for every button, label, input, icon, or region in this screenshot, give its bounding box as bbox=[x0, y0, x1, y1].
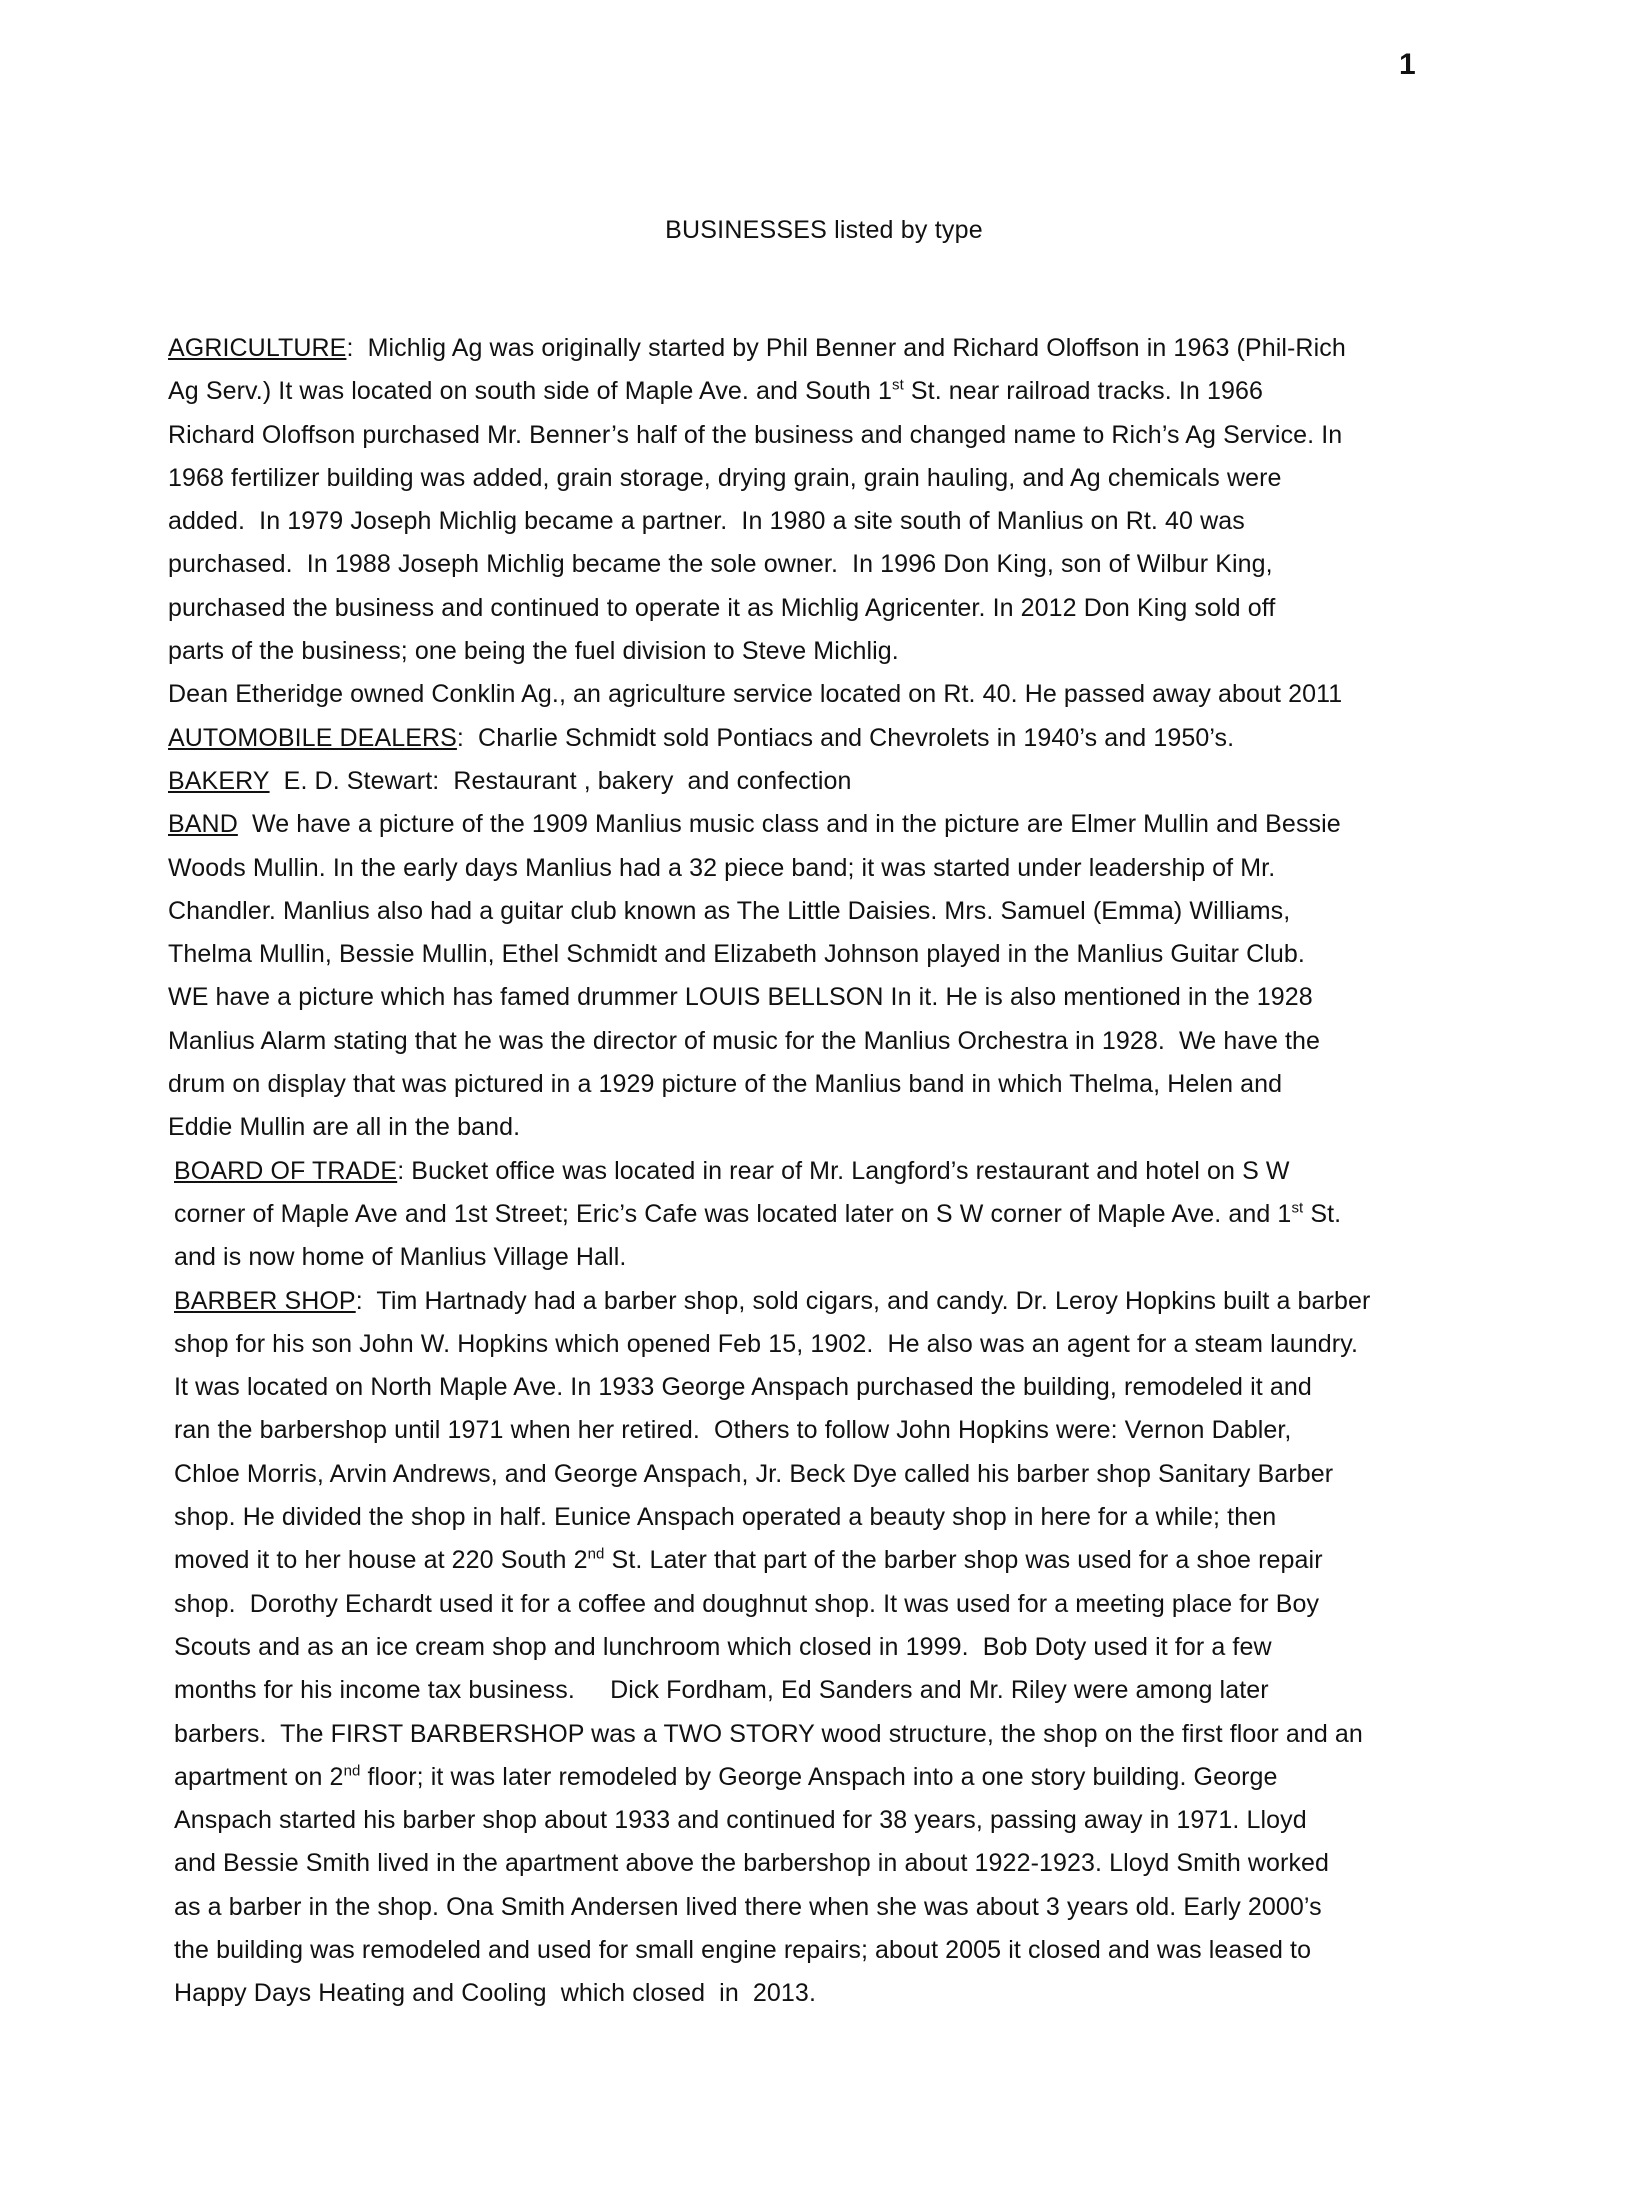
text-line bbox=[168, 327, 1468, 370]
text-line bbox=[168, 1280, 1468, 1323]
ordinal-suffix: nd bbox=[587, 1545, 605, 1563]
line-text: the building was remodeled and used for small engine repairs; about 2005 it closed and was leased to bbox=[174, 1935, 1312, 1964]
text-line bbox=[168, 933, 1468, 976]
text-line bbox=[168, 673, 1468, 716]
text-line bbox=[168, 1193, 1468, 1236]
line-text: shop. He divided the shop in half. Eunice Anspach operated a beauty shop in here for a while; then bbox=[174, 1503, 1277, 1532]
text-line bbox=[168, 890, 1468, 933]
text-line bbox=[168, 1323, 1468, 1366]
text-line bbox=[168, 1453, 1468, 1496]
text-line bbox=[168, 370, 1468, 413]
line-text: as a barber in the shop. Ona Smith Andersen lived there when she was about 3 years old. Early 2000’s bbox=[174, 1892, 1322, 1921]
line-text: Chandler. Manlius also had a guitar club known as The Little Daisies. Mrs. Samuel (Emma) Williams, bbox=[168, 896, 1291, 925]
document-title: BUSINESSES listed by type bbox=[665, 216, 983, 244]
text-line bbox=[168, 1929, 1468, 1972]
ordinal-suffix: st bbox=[891, 376, 904, 394]
line-text: Woods Mullin. In the early days Manlius had a 32 piece band; it was started under leadership of Mr. bbox=[168, 853, 1276, 882]
text-line bbox=[168, 1886, 1468, 1929]
line-text: : Bucket office was located in rear of Mr. Langford’s restaurant and hotel on S W bbox=[397, 1156, 1290, 1185]
line-text: : Charlie Schmidt sold Pontiacs and Chevrolets in 1940’s and 1950’s. bbox=[456, 723, 1235, 752]
text-line bbox=[168, 1409, 1468, 1452]
line-text-continued: St. Later that part of the barber shop was used for a shoe repair bbox=[604, 1546, 1323, 1575]
line-text: E. D. Stewart: Restaurant , bakery and confection bbox=[269, 766, 852, 795]
line-text: drum on display that was pictured in a 1929 picture of the Manlius band in which Thelma, Helen and bbox=[168, 1070, 1283, 1099]
line-text: parts of the business; one being the fuel division to Steve Michlig. bbox=[168, 637, 899, 666]
text-line bbox=[168, 500, 1468, 543]
line-text: and is now home of Manlius Village Hall. bbox=[174, 1243, 627, 1272]
text-line bbox=[168, 1756, 1468, 1799]
line-text: Eddie Mullin are all in the band. bbox=[168, 1113, 521, 1142]
line-text: It was located on North Maple Ave. In 1933 George Anspach purchased the building, remodeled it and bbox=[174, 1373, 1312, 1402]
line-text-continued: St. bbox=[1303, 1199, 1342, 1228]
line-text: corner of Maple Ave and 1st Street; Eric’s Cafe was located later on S W corner of Maple Ave. and 1 bbox=[174, 1199, 1292, 1228]
section-heading: AGRICULTURE bbox=[168, 334, 347, 362]
text-line bbox=[168, 1106, 1468, 1149]
text-line bbox=[168, 976, 1468, 1019]
text-line bbox=[168, 543, 1468, 586]
line-text: Scouts and as an ice cream shop and lunchroom which closed in 1999. Bob Doty used it for a few bbox=[174, 1632, 1272, 1661]
text-line bbox=[168, 1150, 1468, 1193]
document-body bbox=[168, 327, 1468, 2016]
line-text: Ag Serv.) It was located on south side of Maple Ave. and South 1 bbox=[168, 377, 892, 406]
text-line bbox=[168, 717, 1468, 760]
line-text: 1968 fertilizer building was added, grain storage, drying grain, grain hauling, and Ag chemicals were bbox=[168, 463, 1282, 492]
text-line bbox=[168, 1583, 1468, 1626]
text-line bbox=[168, 1972, 1468, 2015]
text-line bbox=[168, 1020, 1468, 1063]
line-text: months for his income tax business. Dick Fordham, Ed Sanders and Mr. Riley were among later bbox=[174, 1676, 1269, 1705]
line-text: added. In 1979 Joseph Michlig became a partner. In 1980 a site south of Manlius on Rt. 40 was bbox=[168, 507, 1245, 536]
section-heading: BOARD OF TRADE bbox=[174, 1156, 398, 1185]
text-line bbox=[168, 760, 1468, 803]
ordinal-suffix: nd bbox=[343, 1762, 361, 1780]
text-line bbox=[168, 587, 1468, 630]
text-line bbox=[168, 630, 1468, 673]
line-text: ran the barbershop until 1971 when her retired. Others to follow John Hopkins were: Vernon Dabler, bbox=[174, 1416, 1292, 1445]
line-text: Happy Days Heating and Cooling which closed in 2013. bbox=[174, 1979, 816, 2008]
text-line bbox=[168, 1669, 1468, 1712]
text-line bbox=[168, 457, 1468, 500]
section-heading: BARBER SHOP bbox=[174, 1286, 356, 1315]
line-text: We have a picture of the 1909 Manlius music class and in the picture are Elmer Mullin and Bessie bbox=[237, 810, 1341, 839]
text-line bbox=[168, 1842, 1468, 1885]
line-text: Thelma Mullin, Bessie Mullin, Ethel Schmidt and Elizabeth Johnson played in the Manlius Guitar Club. bbox=[168, 940, 1305, 969]
text-line bbox=[168, 1236, 1468, 1279]
line-text: Chloe Morris, Arvin Andrews, and George Anspach, Jr. Beck Dye called his barber shop Sanitary Barber bbox=[174, 1459, 1334, 1488]
text-line bbox=[168, 847, 1468, 890]
line-text: apartment on 2 bbox=[174, 1762, 344, 1791]
section-heading: AUTOMOBILE DEALERS bbox=[168, 723, 457, 752]
text-line bbox=[168, 1366, 1468, 1409]
line-text: moved it to her house at 220 South 2 bbox=[174, 1546, 588, 1575]
line-text: barbers. The FIRST BARBERSHOP was a TWO STORY wood structure, the shop on the first floor and an bbox=[174, 1719, 1363, 1748]
text-line bbox=[168, 414, 1468, 457]
line-text: : Tim Hartnady had a barber shop, sold cigars, and candy. Dr. Leroy Hopkins built a barber bbox=[355, 1286, 1371, 1315]
line-text: Manlius Alarm stating that he was the director of music for the Manlius Orchestra in 1928. We have the bbox=[168, 1026, 1321, 1055]
line-text: and Bessie Smith lived in the apartment above the barbershop in about 1922-1923. Lloyd Smith worked bbox=[174, 1849, 1330, 1878]
page-number: 1 bbox=[1399, 48, 1416, 81]
line-text: shop for his son John W. Hopkins which opened Feb 15, 1902. He also was an agent for a steam laundry. bbox=[174, 1329, 1359, 1358]
line-text: shop. Dorothy Echardt used it for a coffee and doughnut shop. It was used for a meeting place for Boy bbox=[174, 1589, 1320, 1618]
text-line bbox=[168, 1496, 1468, 1539]
line-text: WE have a picture which has famed drummer LOUIS BELLSON In it. He is also mentioned in the 1928 bbox=[168, 983, 1313, 1012]
line-text: : Michlig Ag was originally started by Phil Benner and Richard Oloffson in 1963 (Phil-Rich bbox=[346, 334, 1346, 362]
section-heading: BAKERY bbox=[168, 766, 270, 795]
text-line bbox=[168, 1063, 1468, 1106]
text-line bbox=[168, 1713, 1468, 1756]
ordinal-suffix: st bbox=[1291, 1199, 1304, 1217]
text-line bbox=[168, 1799, 1468, 1842]
line-text: Dean Etheridge owned Conklin Ag., an agriculture service located on Rt. 40. He passed away about 2011 bbox=[168, 680, 1343, 709]
line-text: purchased. In 1988 Joseph Michlig became the sole owner. In 1996 Don King, son of Wilbur King, bbox=[168, 550, 1273, 579]
text-line bbox=[168, 1539, 1468, 1582]
line-text: Richard Oloffson purchased Mr. Benner’s half of the business and changed name to Rich’s Ag Service. In bbox=[168, 420, 1343, 449]
text-line bbox=[168, 803, 1468, 846]
section-heading: BAND bbox=[168, 810, 238, 839]
line-text: purchased the business and continued to operate it as Michlig Agricenter. In 2012 Don King sold off bbox=[168, 593, 1276, 622]
line-text-continued: St. near railroad tracks. In 1966 bbox=[903, 377, 1263, 406]
line-text: Anspach started his barber shop about 1933 and continued for 38 years, passing away in 1971. Lloyd bbox=[174, 1806, 1307, 1835]
text-line bbox=[168, 1626, 1468, 1669]
line-text-continued: floor; it was later remodeled by George Anspach into a one story building. George bbox=[360, 1762, 1278, 1791]
